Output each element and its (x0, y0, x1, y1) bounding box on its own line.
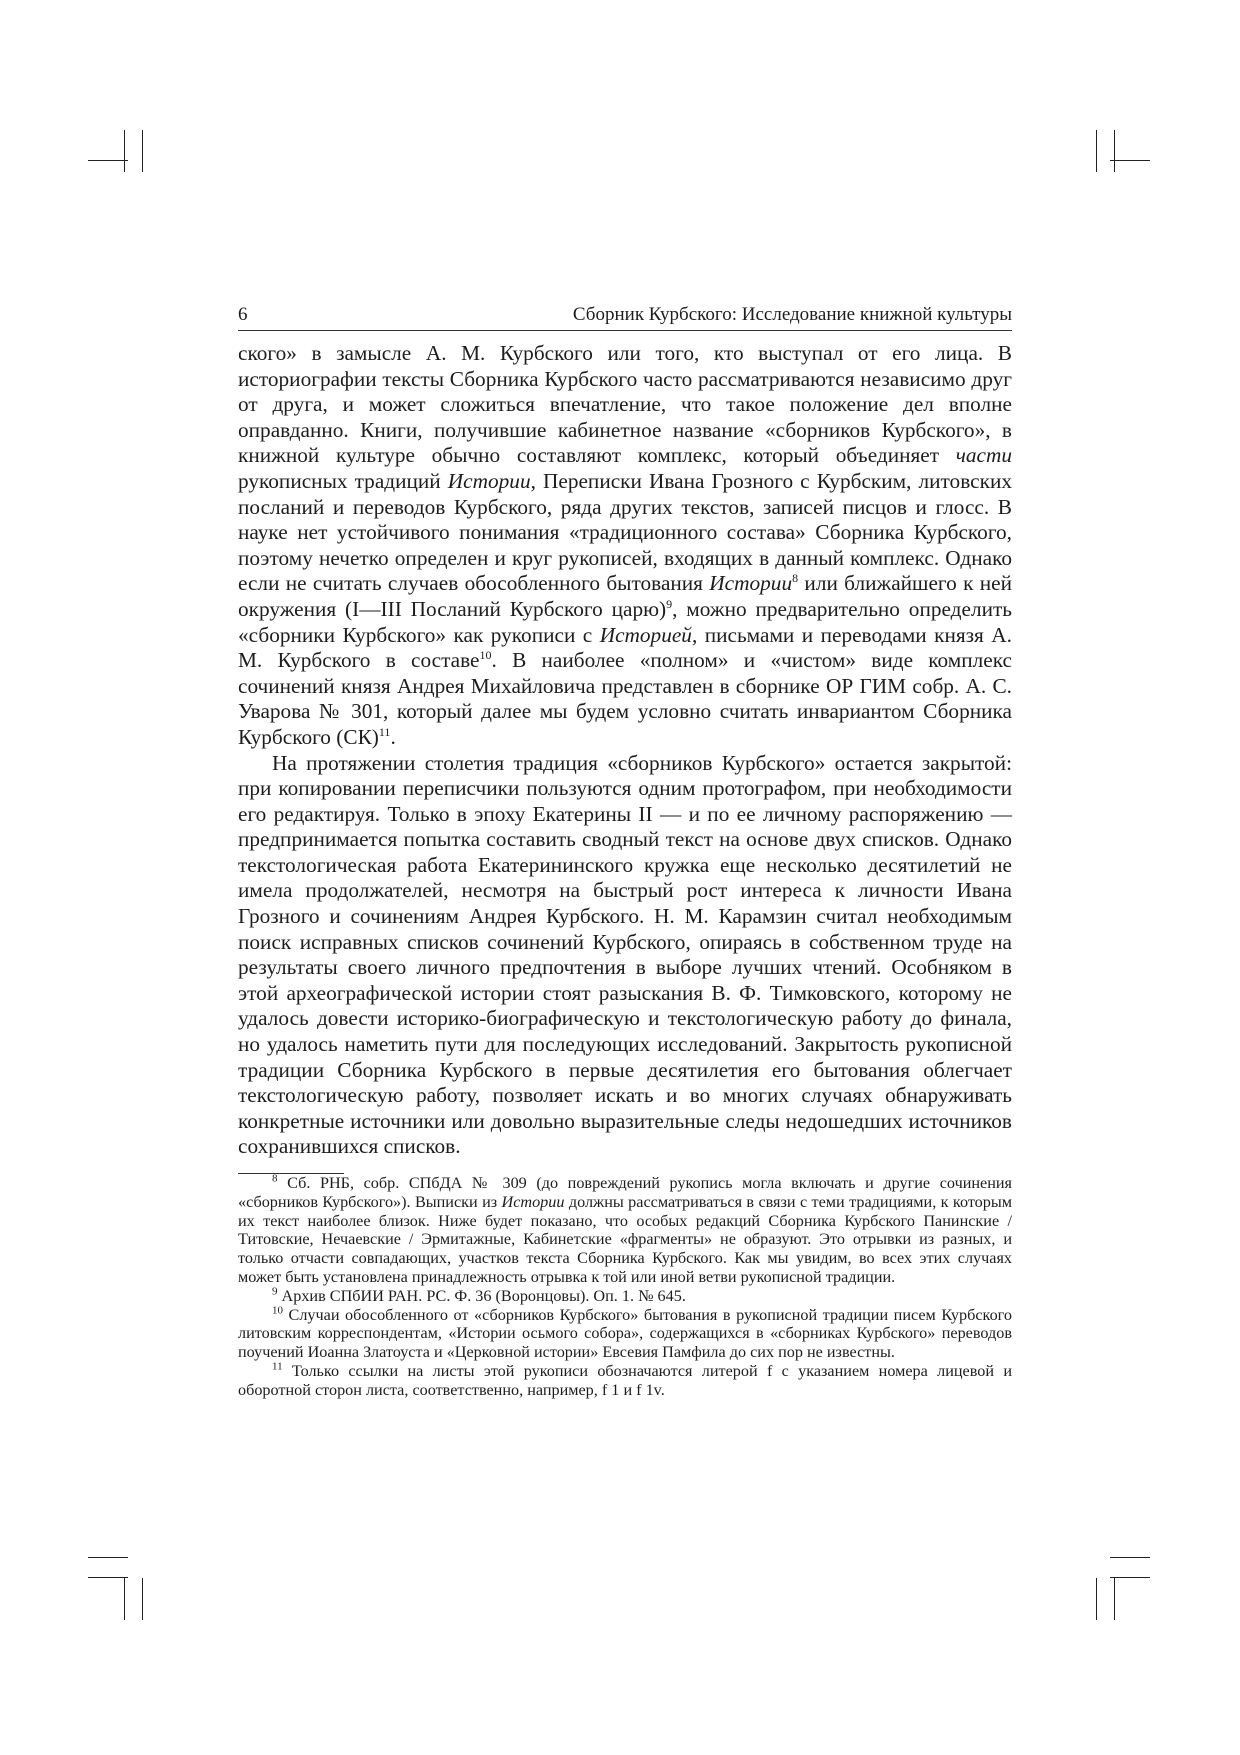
body-text (238, 341, 1012, 1160)
crop-mark (1110, 160, 1150, 161)
crop-mark (88, 160, 128, 161)
footnote-ref[interactable]: 8 (792, 571, 799, 586)
crop-mark (88, 1557, 128, 1558)
crop-mark (1096, 1578, 1097, 1620)
footnote-11: $^{11}$ Только ссылки на листы этой рукописи обозначаются литерой f с указанием номера лицевой и оборотной сторон листа, соответственно, например, f 1 и f 1v. (238, 1360, 1012, 1399)
footnote-ref[interactable]: 9 (666, 596, 673, 611)
running-header (238, 300, 1012, 331)
crop-mark (1110, 1577, 1150, 1578)
crop-mark (142, 130, 143, 172)
crop-mark (1114, 1578, 1115, 1620)
crop-mark (142, 1578, 143, 1620)
footnote-ref[interactable]: 11 (378, 724, 391, 739)
footnote-9: $^9$ Архив СПбИИ РАН. РС. Ф. 36 (Воронцовы). Оп. 1. № 645. (272, 1285, 686, 1305)
crop-mark (1096, 130, 1097, 172)
footnotes (238, 1174, 1012, 1400)
page-number: 6 (238, 304, 248, 325)
footnote-8: $^8$ Сб. РНБ, собр. СПбДА № 309 (до повреждений рукопись могла включать и другие сочинения «сборников Курбского»). Выписки из Истории должны рассматриваться в связи с теми традициями, к которым их текст наиболее близок. Ниже будет показано, что особых редакций Сборника Курбского Панинские / Титовские, Нечаевские / Эрмитажные, Кабинетские «фрагменты» не образуют. Это отрывки из разных, и только отчасти совпадающих, участков текста Сборника Курбского. Как мы увидим, во всех этих случаях может быть установлена принадлежность отрывка к той или иной ветви рукописной традиции. (238, 1172, 1012, 1286)
footnote-10: $^{10}$ Случаи обособленного от «сборников Курбского» бытования в рукописной традиции писем Курбского литовским корреспондентам, «Истории осьмого собора», содержащихся в «сборниках Курбского» переводов поучений Иоанна Златоуста и «Церковной истории» Евсевия Памфила до сих пор не известны. (238, 1304, 1012, 1362)
paragraph-1: ского» в замысле А. М. Курбского или того, кто выступал от его лица. В историографии тексты Сборника Курбского часто рассматриваются независимо друг от друга, и может сложиться впечатление, что такое положение дел вполне оправданно. Книги, получившие кабинетное название «сборников Курбского», в книжной культуре обычно составляют комплекс, который объединяет части рукописных традиций Истории, Переписки Ивана Грозного с Курбским, литовских посланий и переводов Курбского, ряда других текстов, записей писцов и глосс. В науке нет устойчивого понимания «традиционного состава» Сборника Курбского, поэтому нечетко определен и круг рукописей, входящих в данный комплекс. Однако если не считать случаев обособленного бытования Истории$^8$ или ближайшего к ней окружения (I—III Посланий Курбского царю)$^9$, можно предварительно определить «сборники Курбского» как рукописи с Историей, письмами и переводами князя А. М. Курбского в составе$^{10}$. В наиболее «полном» и «чистом» виде комплекс сочинений князя Андрея Михайловича представлен в сборнике ОР ГИМ собр. А. С. Уварова № 301, который далее мы будем условно считать инвариантом Сборника Курбского (СК)$^{11}$. (238, 341, 1013, 749)
paragraph-2: На протяжении столетия традиция «сборников Курбского» остается закрытой: при копировании переписчики пользуются одним протографом, при необходимости его редактируя. Только в эпоху Екатерины II — и по ее личному распоряжению — предпринимается попытка составить сводный текст на основе двух списков. Однако текстологическая работа Екатерининского кружка еще несколько десятилетий не имела продолжателей, несмотря на быстрый рост интереса к личности Ивана Грозного и сочинениям Андрея Курбского. Н. М. Карамзин считал необходимым поиск исправных списков сочинений Курбского, опираясь в собственном труде на результаты своего личного предпочтения в выборе лучших чтений. Особняком в этой археографической истории стоят разыскания В. Ф. Тимковского, которому не удалось довести историко-биографическую и текстологическую работу до финала, но удалось наметить пути для последующих исследований. Закрытость рукописной традиции Сборника Курбского в первые десятилетия его бытования облегчает текстологическую работу, позволяет искать и во многих случаях обнаруживать конкретные источники или довольно выразительные следы недошедших источников сохранившихся списков. (238, 750, 1012, 1159)
footnote-ref[interactable]: 10 (479, 648, 492, 663)
crop-mark (124, 1578, 125, 1620)
crop-mark (1110, 1557, 1150, 1558)
crop-mark (88, 1577, 128, 1578)
running-title: Сборник Курбского: Исследование книжной культуры (572, 304, 1012, 325)
crop-mark (1114, 130, 1115, 172)
crop-mark (124, 130, 125, 172)
